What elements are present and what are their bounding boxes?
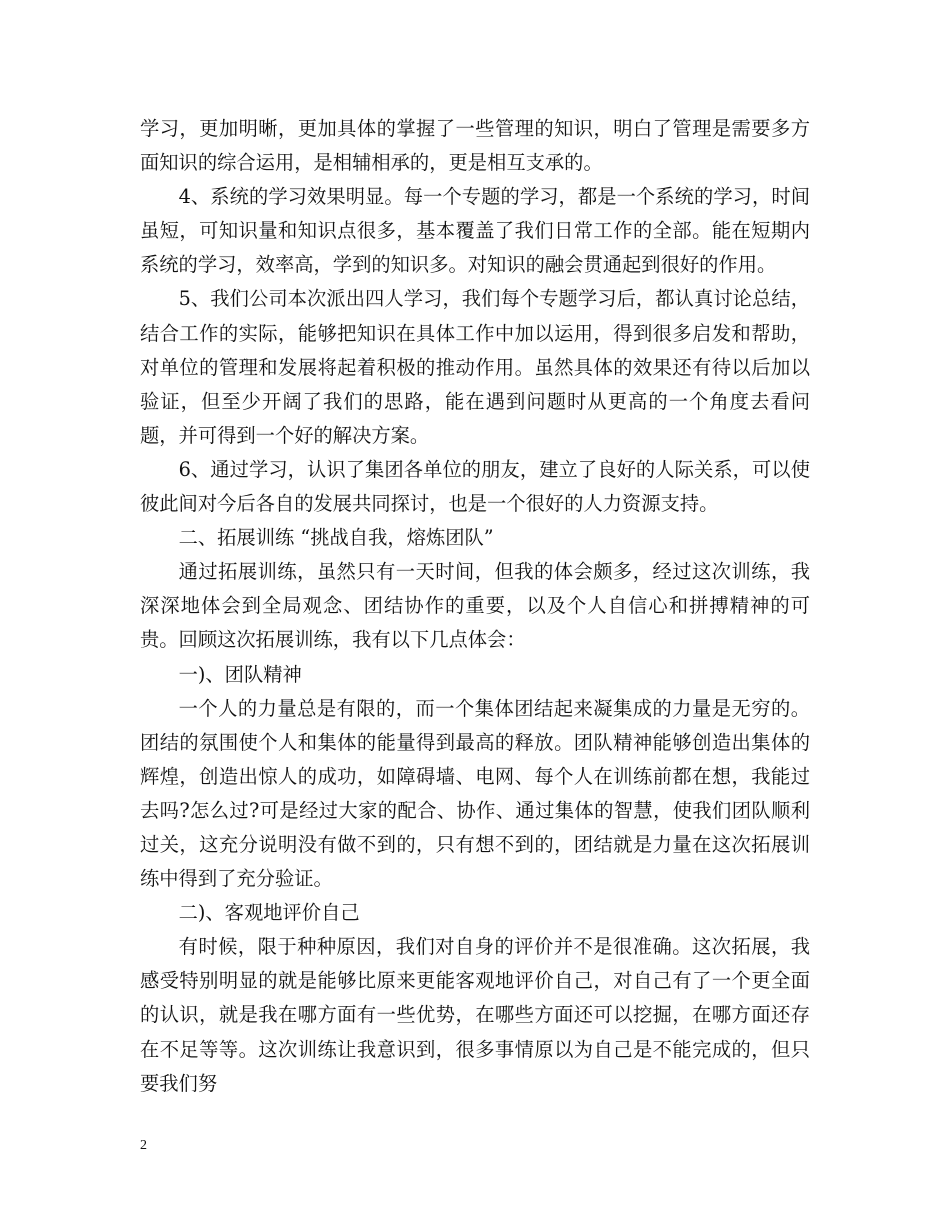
paragraph-4: 6、通过学习，认识了集团各单位的朋友，建立了良好的人际关系，可以使彼此间对今后各自的发展共同探讨，也是一个很好的人力资源支持。 <box>140 457 810 516</box>
section-heading-expansion-training: 二、拓展训练 “挑战自我，熔炼团队” <box>178 526 494 550</box>
paragraph-8: 一个人的力量总是有限的，而一个集体团结起来凝集成的力量是无穷的。团结的氛围使个人和集体的能量得到最高的释放。团队精神能够创造出集体的辉煌，创造出惊人的成功，如障碍墙、电网、每个人在训练前都在想，我能过去吗?怎么过?可是经过大家的配合、协作、通过集体的智慧，使我们团队顺利过关，这充分说明没有做不到的，只有想不到的，团结就是力量在这次拓展训练中得到了充分验证。 <box>140 696 810 891</box>
paragraph-2: 4、系统的学习效果明显。每一个专题的学习，都是一个系统的学习，时间虽短，可知识量和知识点很多，基本覆盖了我们日常工作的全部。能在短期内系统的学习，效率高，学到的知识多。对知识的融会贯通起到很好的作用。 <box>140 185 810 277</box>
paragraph-6: 通过拓展训练，虽然只有一天时间，但我的体会颇多，经过这次训练，我深深地体会到全局观念、团结协作的重要，以及个人自信心和拼搏精神的可贵。回顾这次拓展训练，我有以下几点体会： <box>140 560 810 652</box>
paragraph-10: 有时候，限于种种原因，我们对自身的评价并不是很准确。这次拓展，我感受特别明显的就是能够比原来更能客观地评价自己，对自己有了一个更全面的认识，就是我在哪方面有一些优势，在哪些方面还可以挖掘，在哪方面还存在不足等等。这次训练让我意识到，很多事情原以为自己是不能完成的，但只要我们努 <box>140 935 810 1095</box>
page-number: 2 <box>140 1138 147 1153</box>
subheading-self-evaluation: 二)、客观地评价自己 <box>178 901 360 925</box>
paragraph-1: 学习，更加明晰，更加具体的掌握了一些管理的知识，明白了管理是需要多方面知识的综合运用，是相辅相承的，更是相互支承的。 <box>140 117 810 175</box>
subheading-team-spirit: 一)、团队精神 <box>178 662 302 686</box>
document-body <box>140 112 810 1101</box>
paragraph-3: 5、我们公司本次派出四人学习，我们每个专题学习后，都认真讨论总结，结合工作的实际，能够把知识在具体工作中加以运用，得到很多启发和帮助，对单位的管理和发展将起着积极的推动作用。虽然具体的效果还有待以后加以验证，但至少开阔了我们的思路，能在遇到问题时从更高的一个角度去看问题，并可得到一个好的解决方案。 <box>140 287 810 447</box>
